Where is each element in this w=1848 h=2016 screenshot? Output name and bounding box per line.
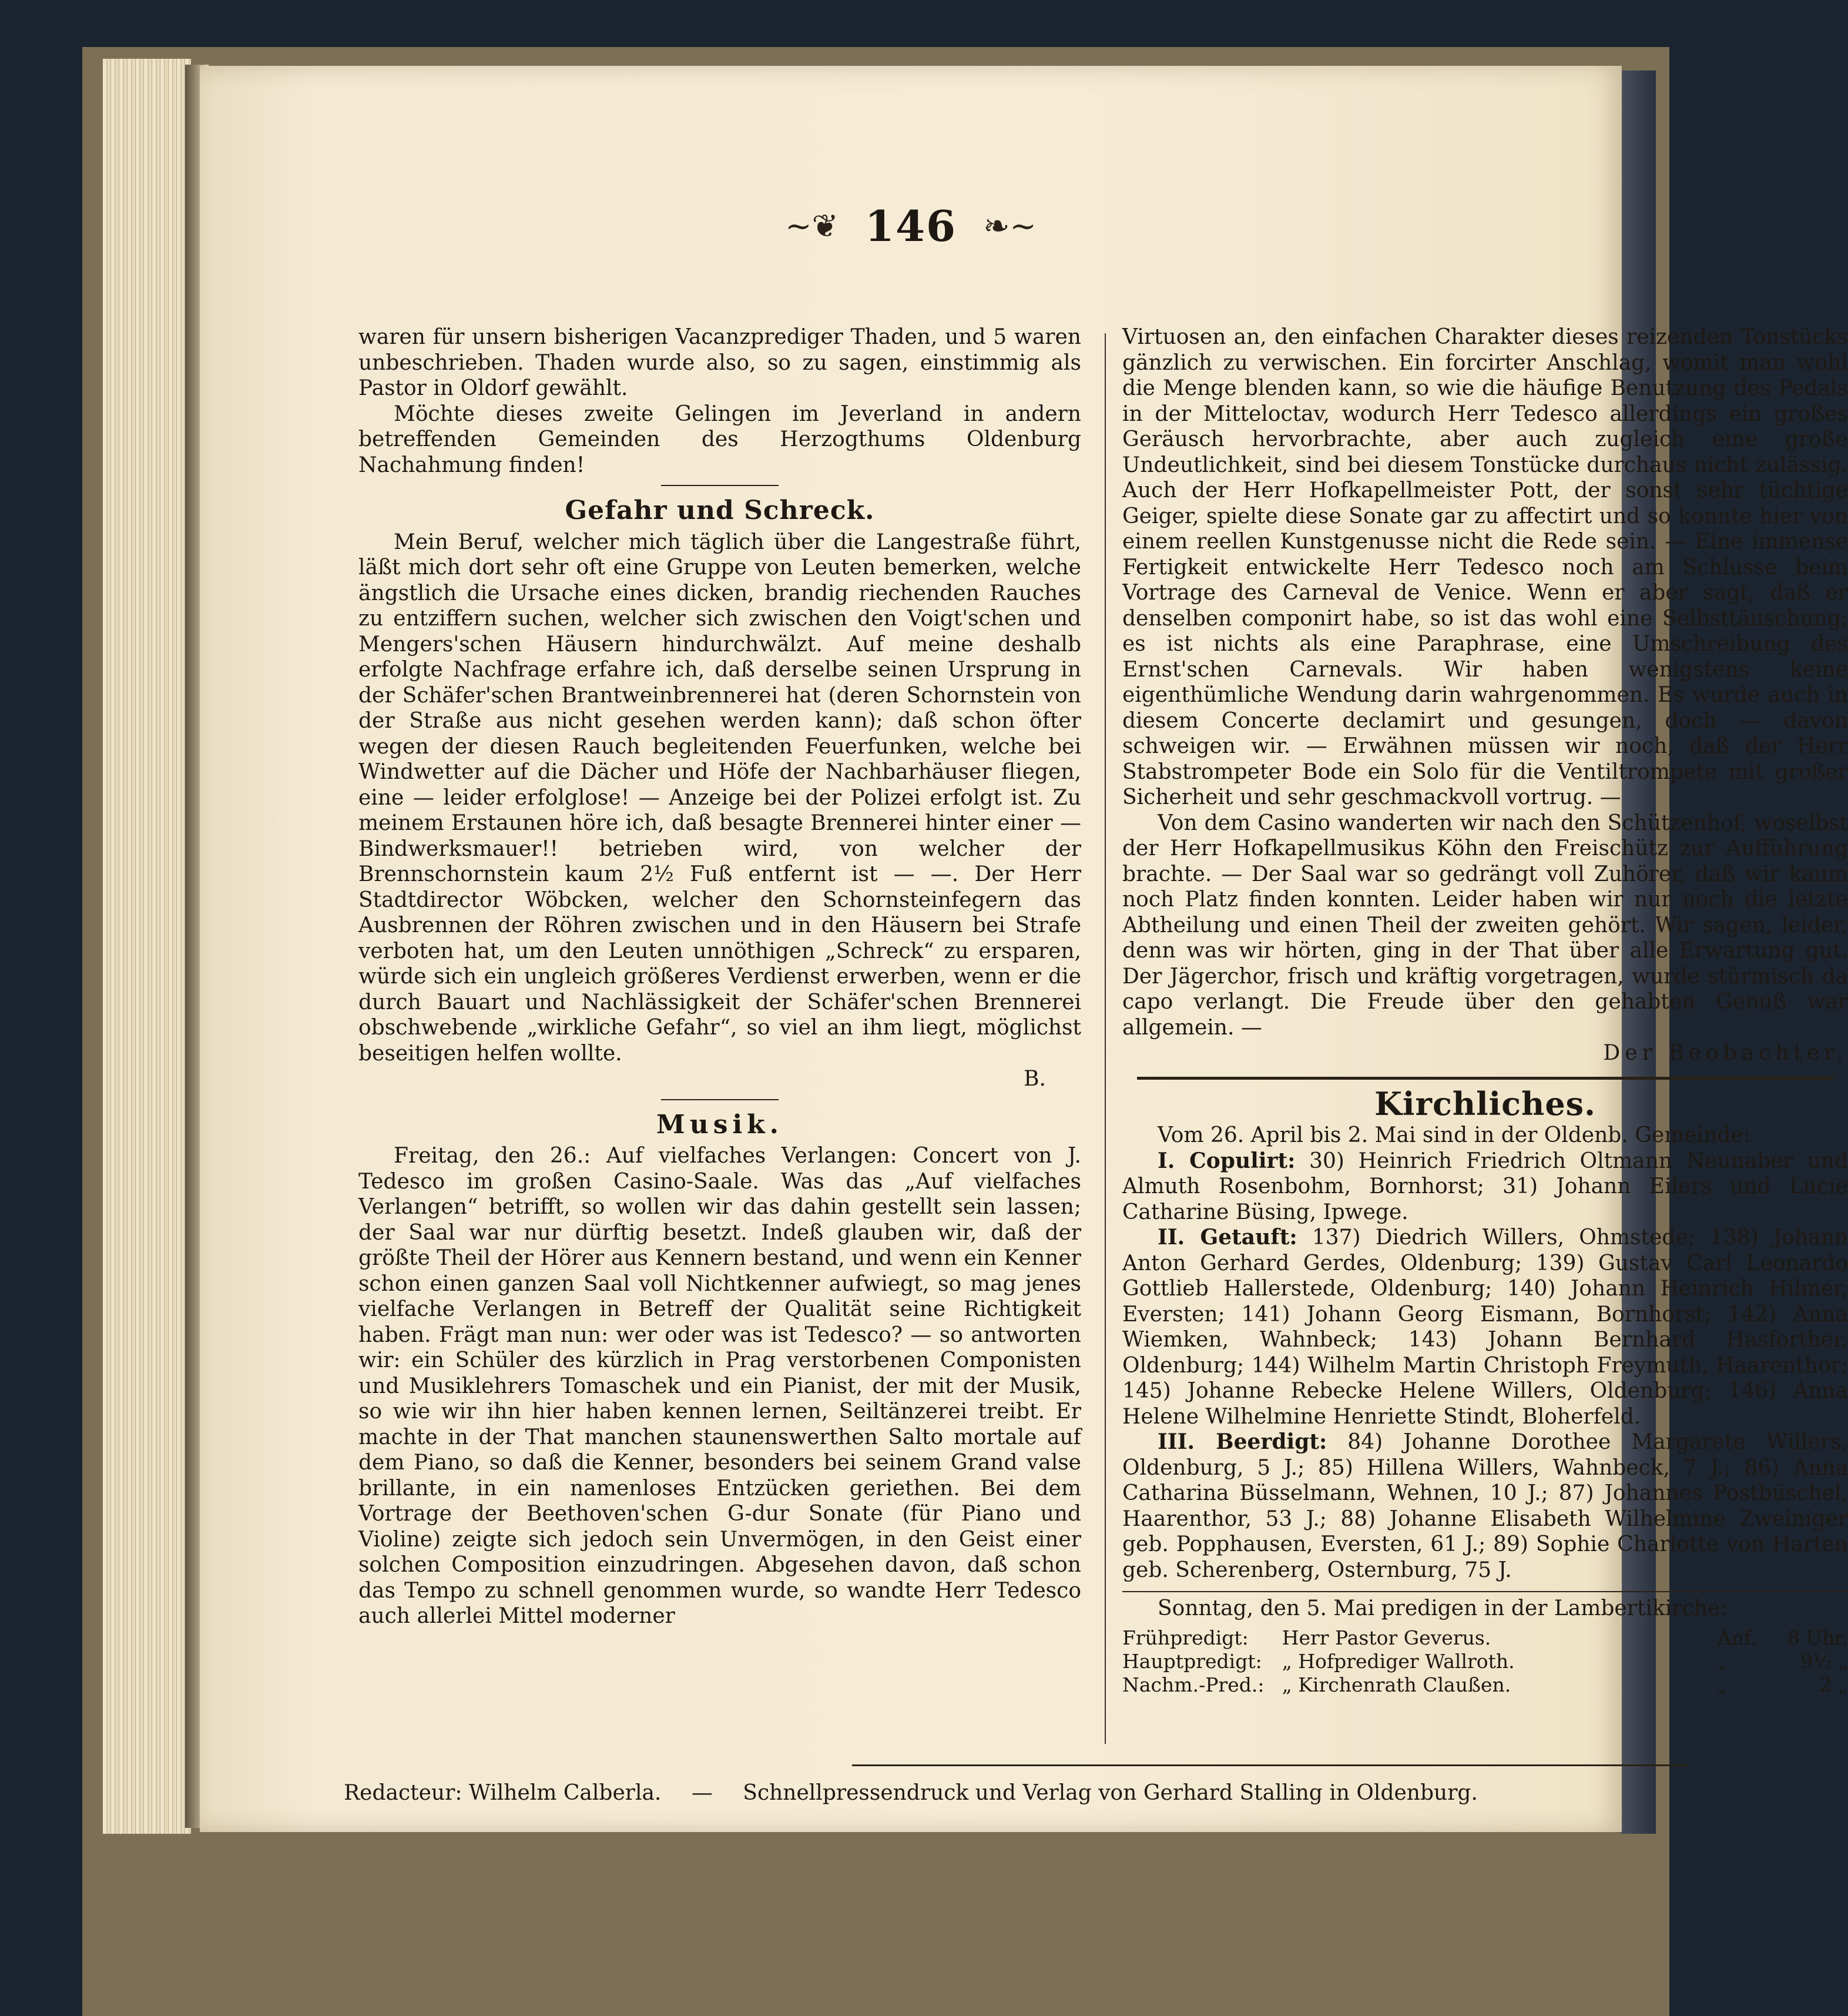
- table-cell: Herr Pastor Geverus.: [1282, 1626, 1491, 1649]
- column-divider: [1105, 333, 1106, 1744]
- table-cell: „ Kirchenrath Claußen.: [1282, 1673, 1511, 1696]
- section-title: Musik.: [656, 1109, 783, 1140]
- list-item: [1122, 1225, 1848, 1429]
- table-cell: Frühpredigt:: [1122, 1626, 1249, 1649]
- footer-dash: —: [691, 1781, 713, 1805]
- table-cell: „: [1717, 1649, 1728, 1673]
- list-label: II. Getauft:: [1158, 1225, 1297, 1250]
- paragraph: Sonntag, den 5. Mai predigen in der Lambertikirche:: [1158, 1596, 1728, 1620]
- table-cell: Anf.: [1717, 1626, 1757, 1649]
- list-text: 30) Heinrich Friedrich Oltmann Neunaber und Almuth Rosenbohm, Bornhorst; 31) Johann Eilers und Lucie Catharine Büsing, Ipwege.: [1122, 1148, 1848, 1224]
- section-title: Kirchliches.: [1374, 1084, 1596, 1123]
- printer-credit: Schnellpressendruck und Verlag von Gerhard Stalling in Oldenburg.: [743, 1781, 1478, 1805]
- right-column: [1122, 324, 1848, 1697]
- paragraph: Vom 26. April bis 2. Mai sind in der Oldenb. Gemeinde:: [1158, 1123, 1750, 1147]
- page-edges: [103, 59, 191, 1834]
- list-label: I. Copulirt:: [1158, 1148, 1296, 1173]
- author-signature: B.: [1024, 1067, 1046, 1091]
- list-text: 137) Diedrich Willers, Ohmstede; 138) Johann Anton Gerhard Gerdes, Oldenburg; 139) Gustav Carl Leonardo Gottlieb Hallerstede, Oldenburg; 140) Johann Heinrich Hilmer, Eversten; 141) Johann Georg Eismann, Bornhorst; 142) Anna Wiemken, Wahnbeck; 143) Johann Bernhard Hasforther, Oldenburg; 144) Wilhelm Martin Christoph Freymuth, Haarenthor; 145) Johanne Rebecke Helene Willers, Oldenburg; 146) Anna Helene Wilhelmine Henriette Stindt, Bloherfeld.: [1122, 1225, 1848, 1429]
- newspaper-page: [200, 66, 1848, 1832]
- footer-rule: [852, 1764, 1686, 1766]
- table-cell: „ Hofprediger Wallroth.: [1282, 1649, 1515, 1673]
- separator: [1122, 1591, 1848, 1592]
- list-text: 84) Johanne Dorothee Margarete Willers, Oldenburg, 5 J.; 85) Hillena Willers, Wahnbeck, 7 J.; 86) Anna Catharina Büsselmann, Wehnen, 10 J.; 87) Johannes Postbüschel, Haarenthor, 53 J.; 88) Johanne Elisabeth Wilhelmine Zweiniger geb. Popphausen, Eversten, 61 J.; 89) Sophie Charlotte von Harten geb. Scherenberg, Osternburg, 75 J.: [1122, 1430, 1848, 1582]
- paragraph: waren für unsern bisherigen Vacanzprediger Thaden, und 5 waren unbeschrieben. Thaden wurde also, so zu sagen, einstimmig als Pastor in Oldorf gewählt.: [358, 325, 1081, 400]
- table-cell: 9½ „: [1800, 1649, 1848, 1673]
- ornament-right-icon: ❧~: [983, 207, 1037, 245]
- section-rule: [1137, 1077, 1834, 1080]
- paragraph: Mein Beruf, welcher mich täglich über die Langestraße führt, läßt mich dort sehr oft eine Gruppe von Leuten bemerken, welche ängstlich die Ursache eines dicken, brandig riechenden Rauches zu entziffern suchen, welcher sich zwischen den Voigt'schen und Mengers'schen Häusern hindurchwälzt. Auf meine deshalb erfolgte Nachfrage erfahre ich, daß derselbe seinen Ursprung in der Schäfer'schen Brantweinbrennerei hat (deren Schornstein von der Straße aus nicht gesehen werden kann); daß schon öfter wegen der diesen Rauch begleitenden Feuerfunken, welche bei Windwetter auf die Dächer und Höfe der Nachbarhäuser fliegen, eine — leider erfolglose! — Anzeige bei der Polizei erfolgt ist. Zu meinem Erstaunen höre ich, daß besagte Brennerei hinter einer — Bindwerksmauer!! betrieben wird, von welcher der Brennschornstein kaum 2½ Fuß entfernt ist — —. Der Herr Stadtdirector Wöbcken, welcher den Schornsteinfegern das Ausbrennen der Röhren zwischen und in den Häusern bei Strafe verboten hat, um den Leuten unnöthigen „Schreck“ zu ersparen, würde sich ein ungleich größeres Verdienst erwerben, wenn er die durch Bauart und Nachlässigkeit der Schäfer'schen Brennerei obschwebende „wirkliche Gefahr“, so viel an ihm liegt, möglichst beseitigen helfen wollte.: [358, 530, 1081, 1066]
- ornament-left-icon: ~❦: [785, 207, 839, 245]
- table-cell: Nachm.-Pred.:: [1122, 1673, 1265, 1696]
- article-title: Gefahr und Schreck.: [565, 495, 875, 525]
- table-cell: 2 „: [1819, 1673, 1848, 1696]
- page-number: 146: [864, 201, 957, 251]
- editor-credit: Redacteur: Wilhelm Calberla.: [344, 1781, 662, 1805]
- paragraph: Möchte dieses zweite Gelingen im Jeverland in andern betreffenden Gemeinden des Herzogthums Oldenburg Nachahmung finden!: [358, 401, 1081, 477]
- list-label: III. Beerdigt:: [1158, 1429, 1327, 1454]
- paragraph: Von dem Casino wanderten wir nach den Schützenhof, woselbst der Herr Hofkapellmusikus Köhn den Freischütz zur Aufführung brachte. — Der Saal war so gedrängt voll Zuhörer, daß wir kaum noch Platz finden konnten. Leider haben wir nur noch die letzte Abtheilung und einen Theil der zweiten gehört. Wir sagen, leider, denn was wir hörten, ging in der That über alle Erwartung gut. Der Jägerchor, frisch und kräftig vorgetragen, wurde stürmisch da capo verlangt. Die Freude über den gehabten Genuß war allgemein. —: [1122, 811, 1848, 1040]
- left-column: [358, 324, 1081, 1629]
- author-signature: Der Beobachter.: [1603, 1041, 1848, 1065]
- table-row: [1122, 1626, 1848, 1650]
- table-cell: „: [1717, 1673, 1728, 1696]
- page-header: [200, 201, 1622, 254]
- separator: [661, 1099, 779, 1100]
- paragraph: Virtuosen an, den einfachen Charakter dieses reizenden Tonstücks gänzlich zu verwischen. Ein forcirter Anschlag, womit man wohl die Menge blenden kann, so wie die häufige Benutzung des Pedals in der Mitteloctav, wodurch Herr Tedesco allerdings ein großes Geräusch hervorbrachte, aber auch zugleich eine große Undeutlichkeit, sind bei diesem Tonstücke durchaus nicht zulässig. Auch der Herr Hofkapellmeister Pott, der sonst sehr tüchtige Geiger, spielte diese Sonate gar zu affectirt und so konnte hier von einem reellen Kunstgenusse nicht die Rede sein. — Eine immense Fertigkeit entwickelte Herr Tedesco noch am Schlusse beim Vortrage des Carneval de Venice. Wenn er aber sagt, daß er denselben componirt habe, so ist das wohl eine Selbsttäuschung; es ist nichts als eine Paraphrase, eine Umschreibung des Ernst'schen Carnevals. Wir haben wenigstens keine eigenthümliche Wendung darin wahrgenommen. Es wurde auch in diesem Concerte declamirt und gesungen, doch — davon schweigen wir. — Erwähnen müssen wir noch, daß der Herr Stabstrompeter Bode ein Solo für die Ventiltrompete mit großer Sicherheit und sehr geschmackvoll vortrug. —: [1122, 325, 1848, 809]
- table-row: [1122, 1650, 1848, 1673]
- table-row: [1122, 1673, 1848, 1697]
- paragraph: Freitag, den 26.: Auf vielfaches Verlangen: Concert von J. Tedesco im großen Casino-Saale. Was das „Auf vielfaches Verlangen“ betrifft, so wollen wir das dahin gestellt sein lassen; der Saal war nur dürftig besetzt. Indeß glauben wir, daß der größte Theil der Hörer aus Kennern bestand, und wenn ein Kenner schon einen ganzen Saal voll Nichtkenner aufwiegt, so mag jenes vielfache Verlangen in Betreff der Qualität seine Richtigkeit haben. Frägt man nun: wer oder was ist Tedesco? — so antworten wir: ein Schüler des kürzlich in Prag verstorbenen Componisten und Musiklehrers Tomaschek und ein Pianist, der mit der Musik, so wie wir ihn hier haben kennen lernen, Seiltänzerei treibt. Er machte in der That manchen staunenswerthen Salto mortale auf dem Piano, so daß die Kenner, besonders bei seinem Grand valse brillante, in ein namenloses Entzücken geriethen. Bei dem Vortrage der Beethoven'schen G-dur Sonate (für Piano und Violine) zeigte sich jedoch sein Unvermögen, in den Geist einer solchen Composition einzudringen. Abgesehen davon, daß schon das Tempo zu schnell genommen wurde, so wandte Herr Tedesco auch allerlei Mittel moderner: [358, 1144, 1081, 1628]
- table-cell: 8 Uhr.: [1787, 1626, 1848, 1649]
- list-item: [1122, 1429, 1848, 1583]
- table-cell: Hauptpredigt:: [1122, 1649, 1262, 1673]
- list-item: [1122, 1148, 1848, 1225]
- imprint-footer: [200, 1781, 1622, 1805]
- sermon-schedule: [1122, 1626, 1848, 1697]
- separator: [661, 485, 779, 486]
